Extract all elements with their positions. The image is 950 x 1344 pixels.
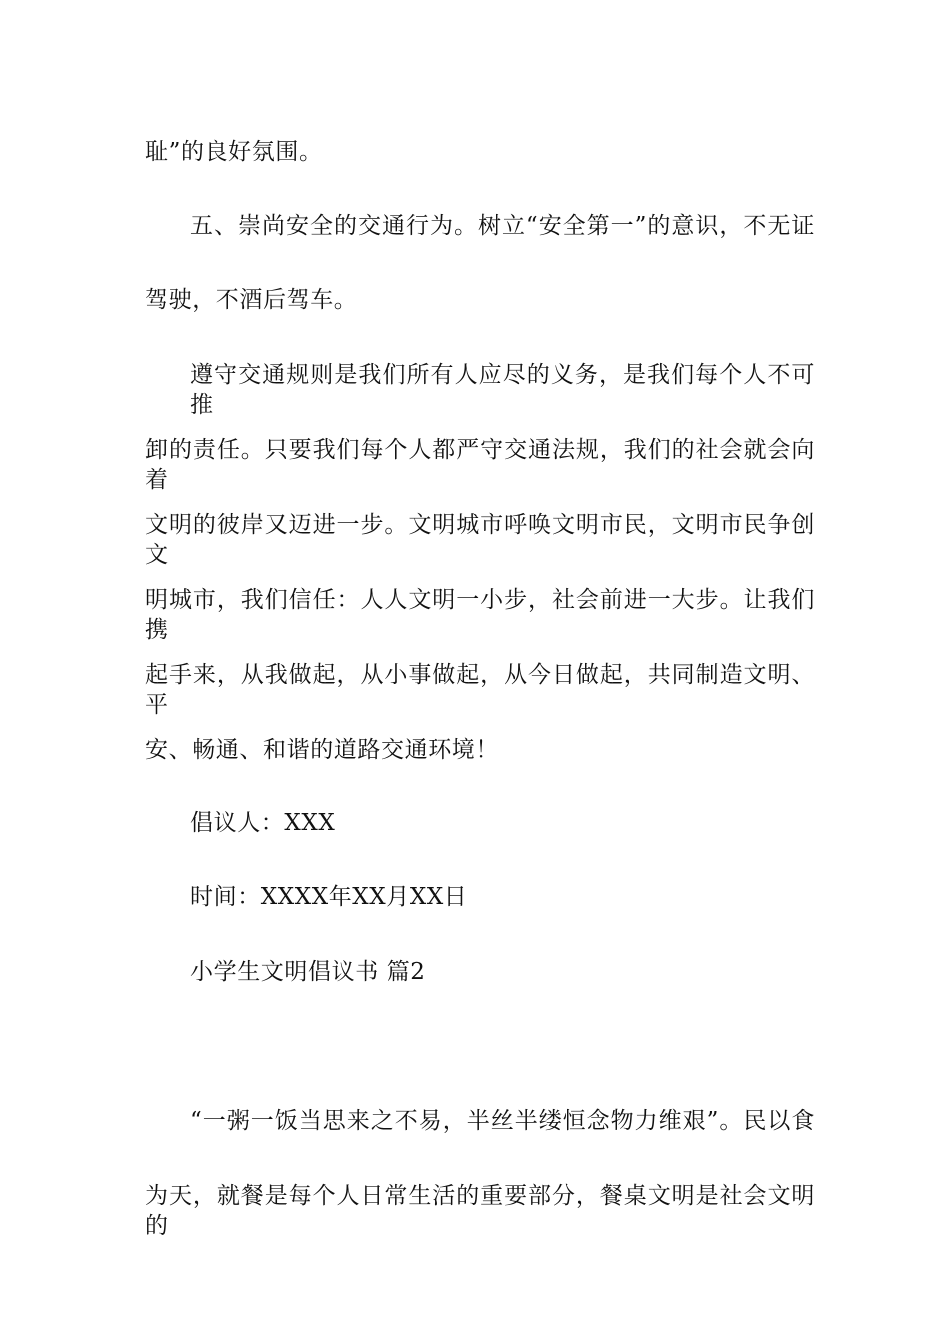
text-line: 文明的彼岸又迈进一步。文明城市呼唤文明市民，文明市民争创文 bbox=[145, 512, 815, 568]
date-line: 时间：XXXX年XX月XX日 bbox=[190, 884, 468, 910]
section-heading: 小学生文明倡议书 篇2 bbox=[190, 959, 426, 985]
text-line: 卸的责任。只要我们每个人都严守交通法规，我们的社会就会向着 bbox=[145, 437, 815, 493]
text-line: 驾驶，不酒后驾车。 bbox=[145, 287, 358, 313]
text-line: 安、畅通、和谐的道路交通环境！ bbox=[145, 737, 499, 763]
paragraph-line: 遵守交通规则是我们所有人应尽的义务，是我们每个人不可推 bbox=[190, 362, 815, 418]
paragraph-line: 五、崇尚安全的交通行为。树立“安全第一”的意识，不无证 bbox=[190, 213, 815, 239]
text-line: 明城市，我们信任：人人文明一小步，社会前进一大步。让我们携 bbox=[145, 587, 815, 643]
signer-line: 倡议人：XXX bbox=[190, 810, 336, 836]
text-line: 耻”的良好氛围。 bbox=[145, 139, 323, 165]
paragraph-line: “一粥一饭当思来之不易，半丝半缕恒念物力维艰”。民以食 bbox=[190, 1108, 815, 1134]
text-line: 起手来，从我做起，从小事做起，从今日做起，共同制造文明、平 bbox=[145, 662, 815, 718]
text-line: 为天，就餐是每个人日常生活的重要部分，餐桌文明是社会文明的 bbox=[145, 1183, 815, 1239]
